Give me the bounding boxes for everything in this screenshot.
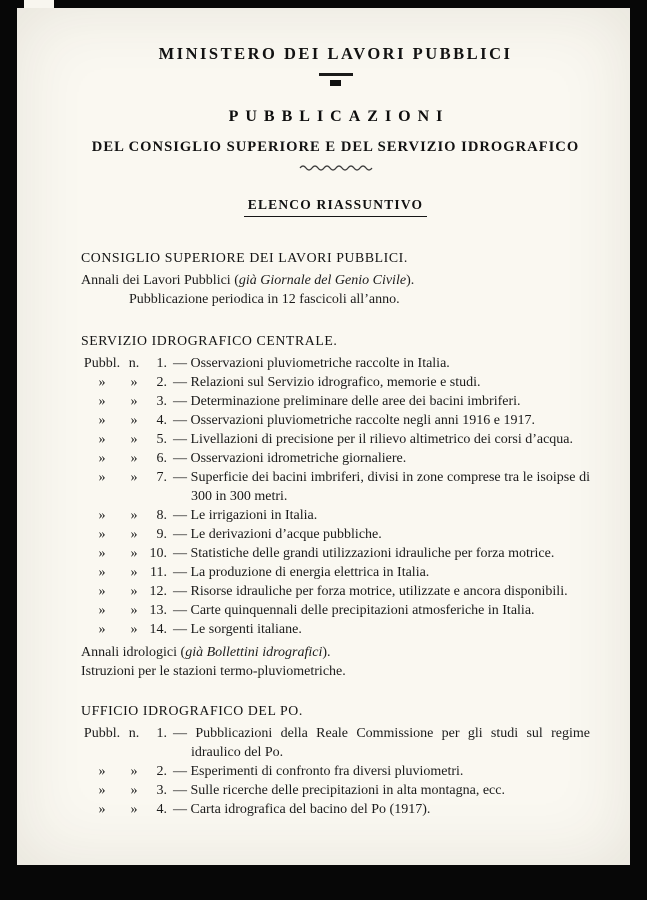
annali-lavori-line — [81, 271, 590, 290]
item-text: — La produzione di energia elettrica in Italia. — [173, 564, 430, 580]
list-item — [81, 601, 590, 620]
list-item — [81, 354, 590, 373]
item-marker: » — [98, 763, 106, 779]
item-marker: » — [130, 431, 138, 447]
item-number: 1. — [156, 355, 167, 371]
item-marker: » — [98, 782, 106, 798]
publication-title: PUBBLICAZIONI — [228, 107, 450, 125]
list-item — [81, 544, 590, 563]
annali-idrologici-pre: Annali idrologici ( — [81, 644, 186, 660]
item-number: 14. — [149, 621, 167, 637]
annali-lavori-italic: già Giornale del Genio Civile — [238, 272, 407, 288]
list-item — [81, 582, 590, 601]
item-marker: » — [98, 602, 106, 618]
list-heading: ELENCO RIASSUNTIVO — [244, 197, 428, 217]
list-item — [81, 449, 590, 468]
item-marker: n. — [128, 725, 140, 741]
item-marker: » — [98, 545, 106, 561]
list-item — [81, 430, 590, 449]
item-number: 9. — [156, 526, 167, 542]
annali-lavori-pre: Annali dei Lavori Pubblici ( — [81, 272, 239, 288]
item-marker: Pubbl. — [83, 355, 121, 371]
annali-idrologici-line — [81, 643, 590, 662]
item-marker: » — [98, 564, 106, 580]
item-number: 12. — [149, 583, 167, 599]
item-number: 3. — [156, 782, 167, 798]
item-text: — Carte quinquennali delle precipitazioni atmosferiche in Italia. — [173, 602, 535, 618]
header-square-ornament — [330, 80, 341, 86]
item-number: 4. — [156, 412, 167, 428]
ufficio-section — [81, 703, 590, 819]
item-marker: » — [98, 393, 106, 409]
list-item — [81, 411, 590, 430]
item-text: — Osservazioni pluviometriche raccolte in Italia. — [173, 355, 450, 371]
ministry-title: MINISTERO DEI LAVORI PUBBLICI — [158, 44, 513, 63]
item-text: — Osservazioni pluviometriche raccolte negli anni 1916 e 1917. — [173, 412, 535, 428]
item-marker: » — [98, 469, 106, 485]
item-marker: » — [98, 526, 106, 542]
item-marker: » — [98, 374, 106, 390]
item-text: — Esperimenti di confronto fra diversi pluviometri. — [173, 763, 464, 779]
consiglio-section — [81, 250, 590, 309]
item-marker: » — [98, 801, 106, 817]
item-text: — Osservazioni idrometriche giornaliere. — [173, 450, 407, 466]
document-page — [17, 8, 630, 865]
publication-subtitle: DEL CONSIGLIO SUPERIORE E DEL SERVIZIO IDROGRAFICO — [91, 138, 580, 155]
item-text: — Risorse idrauliche per forza motrice, utilizzate e ancora disponibili. — [173, 583, 568, 599]
item-marker: » — [98, 450, 106, 466]
list-item — [81, 563, 590, 582]
item-number: 13. — [149, 602, 167, 618]
item-marker: » — [130, 374, 138, 390]
item-text: — Livellazioni di precisione per il rilievo altimetrico dei corsi d’acqua. — [173, 431, 574, 447]
section-heading-servizio: SERVIZIO IDROGRAFICO CENTRALE. — [81, 332, 338, 348]
item-marker: » — [130, 507, 138, 523]
item-marker: » — [98, 583, 106, 599]
item-text: — Superficie dei bacini imbriferi, divisi in zone comprese tra le isoipse di 300 in 300 metri. — [173, 469, 590, 504]
item-marker: » — [130, 450, 138, 466]
item-number: 3. — [156, 393, 167, 409]
section-heading-ufficio: UFFICIO IDROGRAFICO DEL PO. — [81, 702, 303, 718]
item-number: 1. — [156, 725, 167, 741]
item-marker: » — [130, 801, 138, 817]
list-item — [81, 525, 590, 544]
section-heading-consiglio: CONSIGLIO SUPERIORE DEI LAVORI PUBBLICI. — [81, 249, 408, 265]
publication-list-servizio — [81, 354, 590, 639]
item-marker: » — [130, 583, 138, 599]
item-number: 2. — [156, 374, 167, 390]
list-item — [81, 373, 590, 392]
periodicity-line: Pubblicazione periodica in 12 fascicoli all’anno. — [129, 291, 400, 307]
list-item — [81, 781, 590, 800]
item-marker: Pubbl. — [83, 725, 121, 741]
item-marker: » — [130, 393, 138, 409]
item-marker: » — [98, 507, 106, 523]
item-text: — Le sorgenti italiane. — [173, 621, 302, 637]
item-text: — Statistiche delle grandi utilizzazioni idrauliche per forza motrice. — [173, 545, 555, 561]
item-marker: » — [130, 621, 138, 637]
item-marker: » — [130, 469, 138, 485]
item-text: — Carta idrografica del bacino del Po (1917). — [173, 801, 431, 817]
list-item — [81, 724, 590, 762]
list-item — [81, 620, 590, 639]
item-marker: » — [130, 412, 138, 428]
item-marker: » — [98, 431, 106, 447]
istruzioni-line: Istruzioni per le stazioni termo-pluviometriche. — [81, 663, 346, 679]
header-rule-ornament — [319, 73, 353, 76]
item-text: — Sulle ricerche delle precipitazioni in alta montagna, ecc. — [173, 782, 505, 798]
annali-idrologici-post: ). — [322, 644, 331, 660]
item-marker: » — [130, 763, 138, 779]
item-marker: n. — [128, 355, 140, 371]
item-marker: » — [130, 564, 138, 580]
item-number: 10. — [149, 545, 167, 561]
annali-lavori-post: ). — [406, 272, 415, 288]
item-text: — Pubblicazioni della Reale Commissione per gli studi sul regime idraulico del Po. — [173, 725, 590, 760]
list-item — [81, 392, 590, 411]
list-item — [81, 762, 590, 781]
item-number: 7. — [156, 469, 167, 485]
list-item — [81, 506, 590, 525]
item-marker: » — [130, 526, 138, 542]
publication-list-ufficio — [81, 724, 590, 819]
item-text: — Le irrigazioni in Italia. — [173, 507, 318, 523]
item-marker: » — [130, 782, 138, 798]
item-text: — Relazioni sul Servizio idrografico, memorie e studi. — [173, 374, 481, 390]
item-number: 4. — [156, 801, 167, 817]
item-number: 6. — [156, 450, 167, 466]
list-item — [81, 468, 590, 506]
item-number: 8. — [156, 507, 167, 523]
item-number: 5. — [156, 431, 167, 447]
annali-idrologici-italic: già Bollettini idrografici — [185, 644, 323, 660]
item-marker: » — [130, 545, 138, 561]
item-marker: » — [130, 602, 138, 618]
item-number: 11. — [150, 564, 167, 580]
list-item — [81, 800, 590, 819]
item-number: 2. — [156, 763, 167, 779]
servizio-section — [81, 333, 590, 681]
item-text: — Determinazione preliminare delle aree dei bacini imbriferi. — [173, 393, 521, 409]
item-marker: » — [98, 412, 106, 428]
squiggle-ornament-icon — [81, 159, 590, 177]
item-text: — Le derivazioni d’acque pubbliche. — [173, 526, 382, 542]
item-marker: » — [98, 621, 106, 637]
